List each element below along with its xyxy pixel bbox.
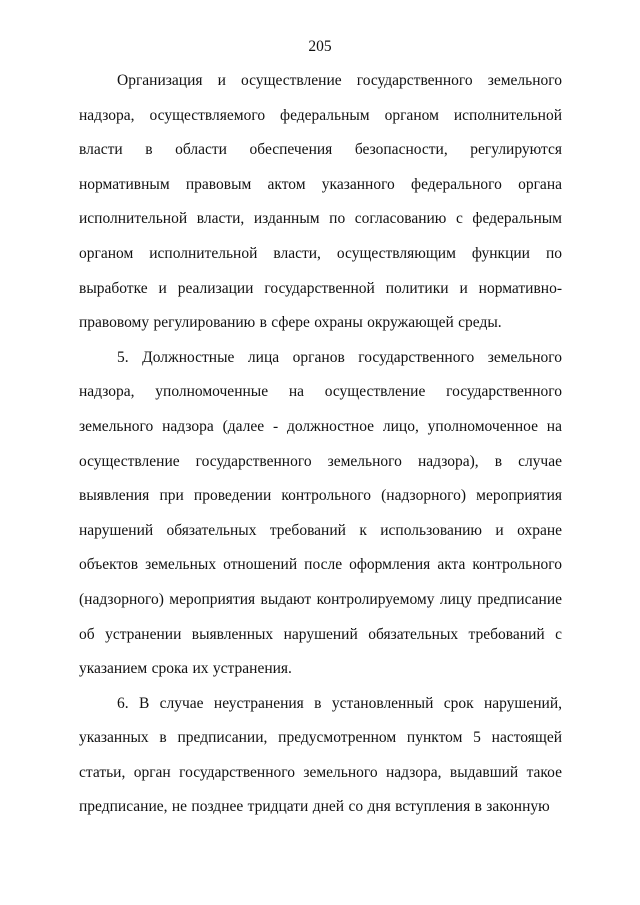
paragraph-organization: Организация и осуществление государственного земельного надзора, осуществляемого федеральным органом исполнительной власти в области обеспечения безопасности, регулируются нормативным правовым актом указанного федерального органа исполнительной власти, изданным по согласованию с федеральным органом исполнительной власти, осуществляющим функции по выработке и реализации государственной политики и нормативно-правовому регулированию в сфере охраны окружающей среды. <box>79 72 562 332</box>
paragraph-item-5: 5. Должностные лица органов государственного земельного надзора, уполномоченные на осуществление государственного земельного надзора (далее - должностное лицо, уполномоченное на осуществление государственного земельного надзора), в случае выявления при проведении контрольного (надзорного) мероприятия нарушений обязательных требований к использованию и охране объектов земельных отношений после оформления акта контрольного (надзорного) мероприятия выдают контролируемому лицу предписание об устранении выявленных нарушений обязательных требований с указанием срока их устранения. <box>79 348 562 678</box>
page-number: 205 <box>308 38 332 55</box>
document-body <box>79 64 562 825</box>
paragraph-item-6: 6. В случае неустранения в установленный срок нарушений, указанных в предписании, предусмотренном пунктом 5 настоящей статьи, орган государственного земельного надзора, выдавший такое предписание, не позднее тридцати дней со дня вступления в законную <box>79 694 562 816</box>
